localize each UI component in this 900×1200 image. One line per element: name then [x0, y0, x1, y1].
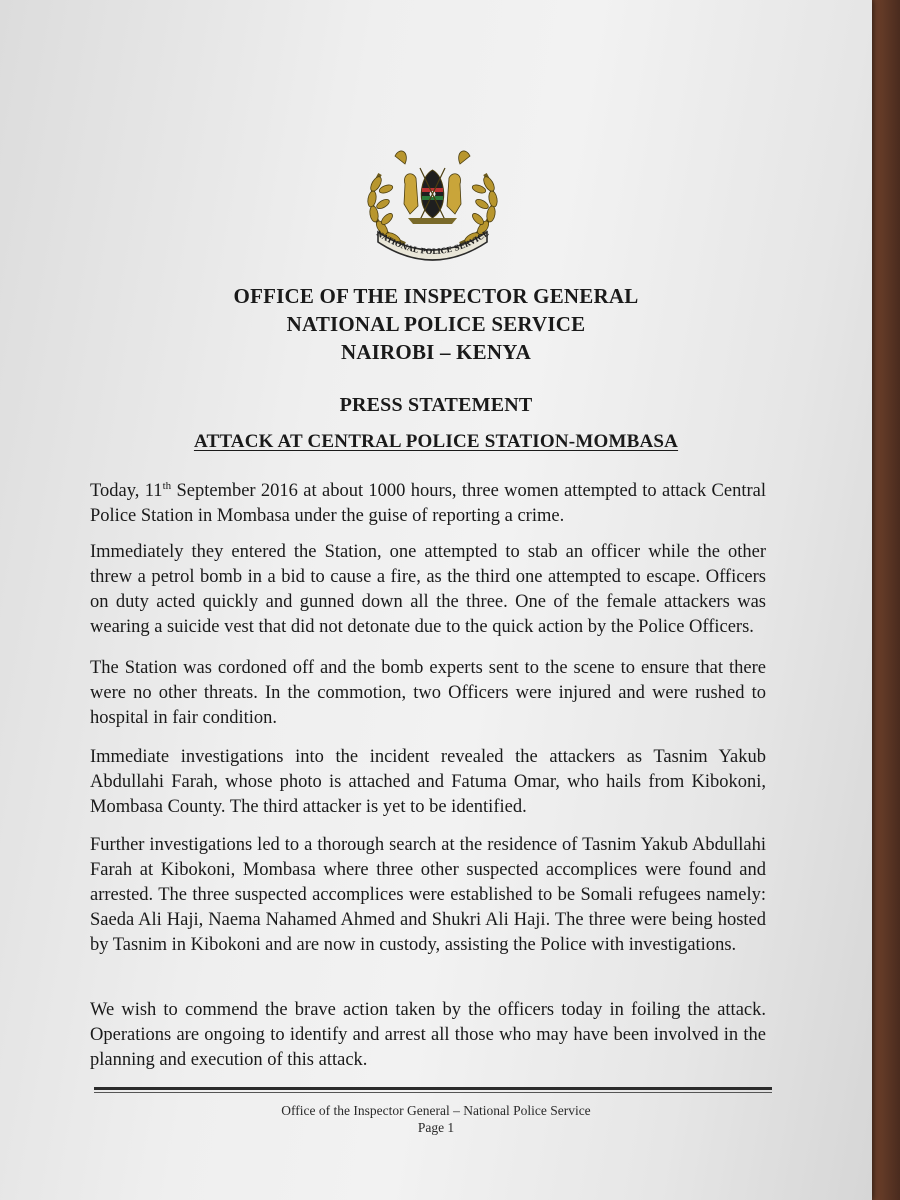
paragraph-5: Further investigations led to a thorough search at the residence of Tasnim Yakub Abdullahi Farah at Kibokoni, Mombasa where three other suspected accomplices were found and arrested. The three suspected accomplices were established to be Somali refugees namely: Saeda Ali Haji, Naema Nahamed Ahmed and Shukri Ali Haji. The three were being hosted by Tasnim in Kibokoni and are now in custody, assisting the Police with investigations.	[90, 835, 766, 955]
statement-title: ATTACK AT CENTRAL POLICE STATION-MOMBASA	[193, 431, 679, 452]
paragraph-1-text: September 2016 at about 1000 hours, three women attempted to attack Central Police Station in Mombasa under the guise of reporting a crime.	[90, 481, 766, 527]
footer-page-number: Page 1	[417, 1120, 455, 1135]
emblem-ribbon-text: NATIONAL POLICE SERVICE	[374, 228, 491, 257]
paragraph-3: The Station was cordoned off and the bomb experts sent to the scene to ensure that there were no other threats. In the commotion, two Officers were injured and were rushed to hospital in fair condition.	[90, 658, 766, 728]
footer-rule	[94, 1087, 772, 1090]
footer-rule-thin	[94, 1092, 772, 1093]
document-type-label: PRESS STATEMENT	[339, 394, 533, 416]
service-heading: NATIONAL POLICE SERVICE	[286, 312, 586, 336]
police-emblem-icon	[360, 144, 505, 264]
location-heading: NAIROBI – KENYA	[340, 340, 532, 364]
office-heading: OFFICE OF THE INSPECTOR GENERAL	[233, 284, 639, 308]
paragraph-1-date-prefix: Today, 11	[90, 481, 163, 502]
paragraph-1-date-suffix: th	[162, 480, 172, 492]
paragraph-4: Immediate investigations into the incident revealed the attackers as Tasnim Yakub Abdullahi Farah, whose photo is attached and Fatuma Omar, who hails from Kibokoni, Mombasa County. The third attacker is yet to be identified.	[90, 747, 766, 817]
footer-office: Office of the Inspector General – National Police Service	[281, 1103, 591, 1118]
svg-text:NATIONAL POLICE SERVICE	[375, 228, 491, 256]
paragraph-6: We wish to commend the brave action taken by the officers today in foiling the attack. Operations are ongoing to identify and arrest all those who may have been involved in the planning and execution of this attack.	[90, 1000, 766, 1070]
paragraph-2: Immediately they entered the Station, one attempted to stab an officer while the other threw a petrol bomb in a bid to cause a fire, as the third one attempted to escape. Officers on duty acted quickly and gunned down all the three. One of the female attackers was wearing a suicide vest that did not detonate due to the quick action by the Police Officers.	[90, 542, 766, 637]
paragraph-1	[90, 474, 766, 529]
